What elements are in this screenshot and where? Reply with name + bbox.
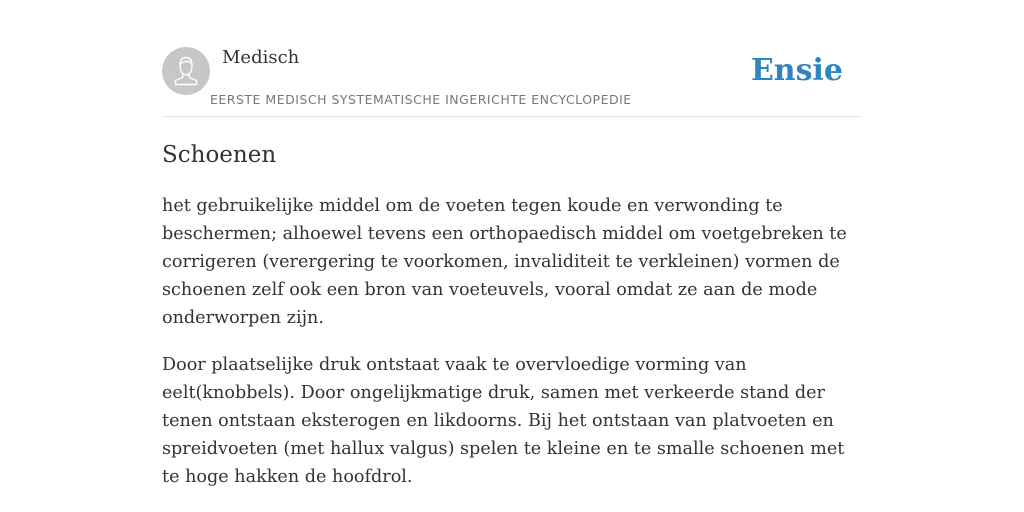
- article-title: Schoenen: [162, 142, 277, 168]
- source-subtitle: EERSTE MEDISCH SYSTEMATISCHE INGERICHTE ENCYCLOPEDIE: [210, 92, 632, 107]
- avatar[interactable]: [162, 47, 210, 95]
- brand-logo[interactable]: Ensie: [750, 53, 843, 88]
- article-paragraph: het gebruikelijke middel om de voeten tegen koude en verwonding te beschermen; alhoewel tevens een orthopaedisch middel om voetgebreken te corrigeren (verergering te voorkomen, invaliditeit te verkleinen) vormen de schoenen zelf ook een bron van voeteuvels, vooral omdat ze aan de mode onderworpen zijn.: [162, 196, 847, 328]
- user-outline-icon: [162, 47, 210, 95]
- article-paragraph: Door plaatselijke druk ontstaat vaak te overvloedige vorming van eelt(knobbels). Door ongelijkmatige druk, samen met verkeerde stand der tenen ontstaan eksterogen en likdoorns. Bij het ontstaan van platvoeten en spreidvoeten (met hallux valgus) spelen te kleine en te smalle schoenen met te hoge hakken de hoofdrol.: [162, 355, 845, 487]
- header: [162, 46, 862, 117]
- source-name[interactable]: Medisch: [222, 47, 300, 68]
- article-body: [162, 192, 862, 510]
